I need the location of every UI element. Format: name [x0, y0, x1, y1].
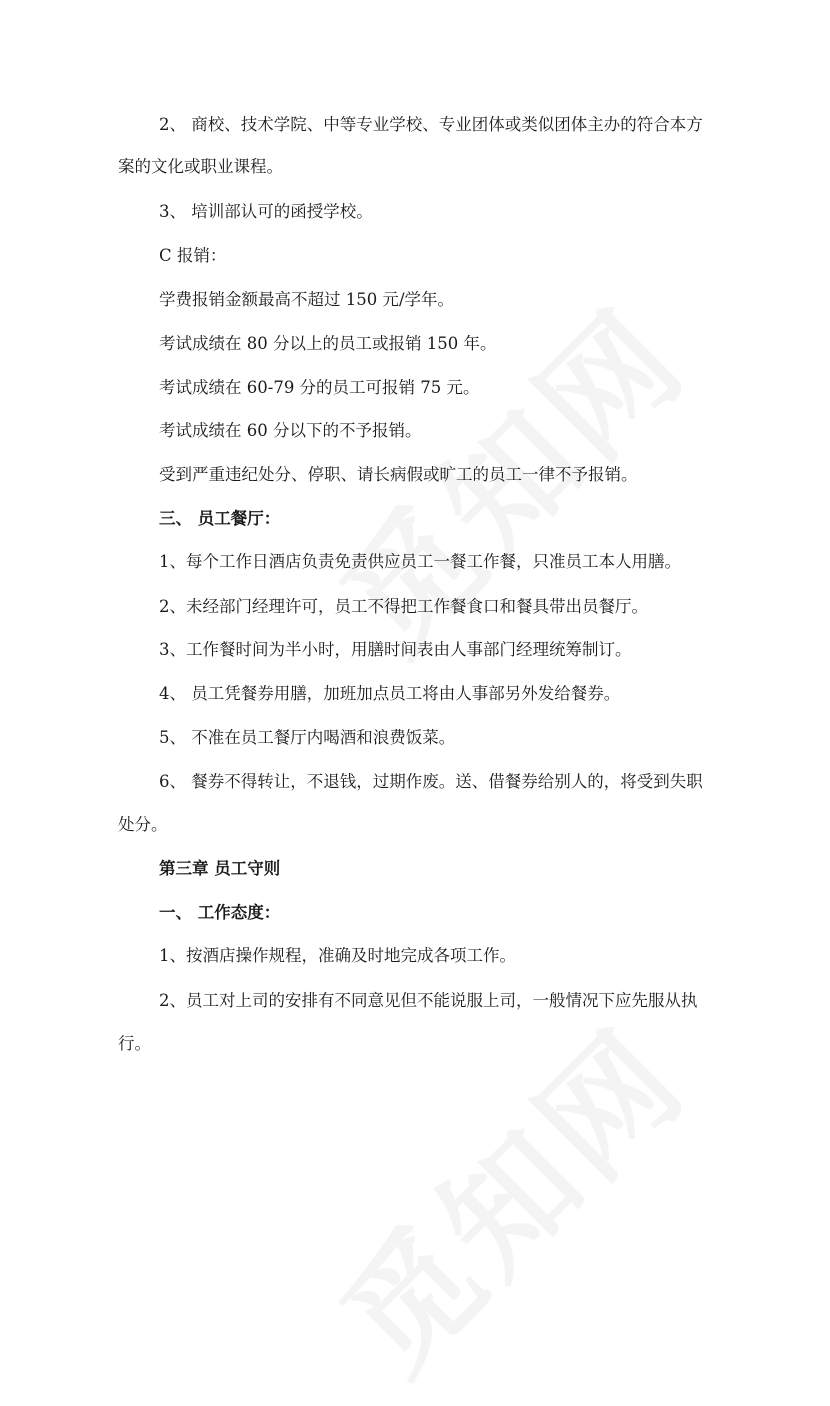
section-heading: 一、 工作态度：	[159, 903, 281, 922]
watermark-text	[295, 981, 720, 1406]
paragraph-line: 1、每个工作日酒店负责免责供应员工一餐工作餐，只准员工本人用膳。	[159, 552, 681, 571]
paragraph-line: 考试成绩在 60-79 分的员工可报销 75 元。	[159, 378, 480, 397]
paragraph-line: 处分。	[118, 815, 168, 834]
chapter-heading: 第三章 员工守则	[159, 859, 281, 878]
paragraph-line: 1、按酒店操作规程，准确及时地完成各项工作。	[159, 946, 516, 965]
paragraph-line: 6、 餐券不得转让，不退钱，过期作废。送、借餐券给别人的，将受到失职	[159, 772, 703, 791]
paragraph-line: 4、 员工凭餐券用膳，加班加点员工将由人事部另外发给餐券。	[159, 684, 621, 703]
section-heading: 三、 员工餐厅：	[159, 509, 281, 528]
paragraph-line: 案的文化或职业课程。	[118, 157, 283, 176]
section-heading: C 报销：	[159, 246, 227, 265]
paragraph-line: 2、员工对上司的安排有不同意见但不能说服上司，一般情况下应先服从执	[159, 991, 698, 1010]
paragraph-line: 考试成绩在 60 分以下的不予报销。	[159, 421, 422, 440]
paragraph-line: 5、 不准在员工餐厅内喝酒和浪费饭菜。	[159, 728, 456, 747]
paragraph-line: 受到严重违纪处分、停职、请长病假或旷工的员工一律不予报销。	[159, 465, 638, 484]
paragraph-line: 2、未经部门经理许可，员工不得把工作餐食口和餐具带出员餐厅。	[159, 597, 648, 616]
paragraph-line: 2、 商校、技术学院、中等专业学校、专业团体或类似团体主办的符合本方	[159, 115, 703, 134]
paragraph-line: 学费报销金额最高不超过 150 元/学年。	[159, 290, 455, 309]
paragraph-line: 3、工作餐时间为半小时，用膳时间表由人事部门经理统筹制订。	[159, 640, 632, 659]
paragraph-line: 3、 培训部认可的函授学校。	[159, 202, 373, 221]
paragraph-line: 考试成绩在 80 分以上的员工或报销 150 年。	[159, 334, 497, 353]
paragraph-line: 行。	[118, 1034, 151, 1053]
